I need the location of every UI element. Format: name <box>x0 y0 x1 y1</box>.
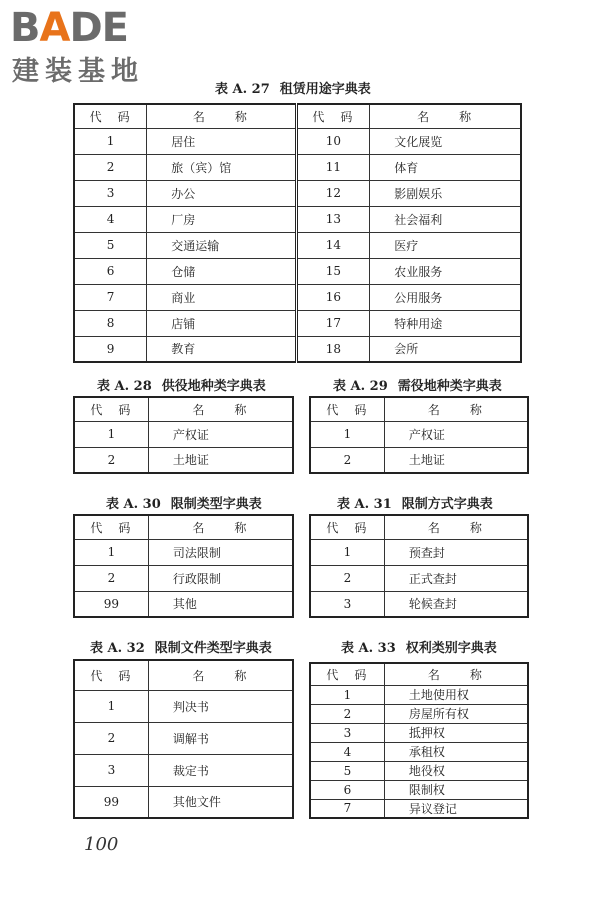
code-cell: 1 <box>74 539 148 565</box>
code-cell: 1 <box>74 421 148 447</box>
table-row <box>310 761 528 780</box>
name-cell: 医疗 <box>370 232 521 258</box>
table-a28-caption <box>97 375 266 394</box>
table-title: 限制方式字典表 <box>401 497 493 512</box>
table-row <box>310 742 528 761</box>
code-cell: 2 <box>310 565 384 591</box>
table-row <box>74 565 293 591</box>
table-row <box>74 232 521 258</box>
name-cell: 土地使用权 <box>384 685 528 704</box>
name-cell: 特种用途 <box>370 310 521 336</box>
code-cell: 2 <box>74 447 148 473</box>
table-row <box>74 336 521 362</box>
table-a31-caption <box>337 493 493 512</box>
code-cell: 4 <box>310 742 384 761</box>
header-code: 代 码 <box>74 397 148 421</box>
table-row <box>74 128 521 154</box>
name-cell: 调解书 <box>148 722 293 754</box>
table-a30-caption <box>106 493 262 512</box>
table-number: 表 A. 32 <box>90 641 145 656</box>
code-cell: 1 <box>310 421 384 447</box>
table-title: 需役地种类字典表 <box>397 379 502 394</box>
table-title: 供役地种类字典表 <box>161 379 266 394</box>
name-cell: 地役权 <box>384 761 528 780</box>
name-cell: 店铺 <box>147 310 296 336</box>
code-cell: 2 <box>310 704 384 723</box>
table-number: 表 A. 33 <box>341 641 396 656</box>
table-a29 <box>309 396 529 474</box>
header-code: 代 码 <box>296 104 370 128</box>
code-cell: 4 <box>74 206 147 232</box>
header-code: 代 码 <box>74 660 148 690</box>
table-title: 限制类型字典表 <box>170 497 262 512</box>
page-number: 100 <box>84 834 119 855</box>
table-row <box>74 284 521 310</box>
header-name: 名 称 <box>148 397 293 421</box>
name-cell: 产权证 <box>384 421 528 447</box>
name-cell: 裁定书 <box>148 754 293 786</box>
name-cell: 居住 <box>147 128 296 154</box>
table-number: 表 A. 27 <box>215 82 270 97</box>
code-cell: 2 <box>74 565 148 591</box>
name-cell: 商业 <box>147 284 296 310</box>
table-row <box>74 310 521 336</box>
code-cell: 99 <box>74 591 148 617</box>
table-row <box>310 447 528 473</box>
table-row <box>74 258 521 284</box>
name-cell: 仓储 <box>147 258 296 284</box>
code-cell: 7 <box>310 799 384 818</box>
name-cell: 土地证 <box>384 447 528 473</box>
table-row <box>74 154 521 180</box>
table-row <box>310 685 528 704</box>
code-cell: 3 <box>310 591 384 617</box>
name-cell: 其他 <box>148 591 293 617</box>
table-row <box>74 421 293 447</box>
name-cell: 房屋所有权 <box>384 704 528 723</box>
table-title: 租赁用途字典表 <box>279 82 371 97</box>
code-cell: 11 <box>296 154 370 180</box>
name-cell: 社会福利 <box>370 206 521 232</box>
logo-subtitle: 建装基地 <box>12 56 144 87</box>
name-cell: 旅（宾）馆 <box>147 154 296 180</box>
table-a29-caption <box>333 375 502 394</box>
table-a32 <box>73 659 294 819</box>
code-cell: 1 <box>74 128 147 154</box>
table-number: 表 A. 29 <box>333 379 388 394</box>
table-number: 表 A. 31 <box>337 497 392 512</box>
code-cell: 6 <box>310 780 384 799</box>
name-cell: 抵押权 <box>384 723 528 742</box>
table-a31 <box>309 514 529 618</box>
header-name: 名 称 <box>384 663 528 685</box>
name-cell: 异议登记 <box>384 799 528 818</box>
name-cell: 正式查封 <box>384 565 528 591</box>
table-row <box>310 421 528 447</box>
table-title: 限制文件类型字典表 <box>154 641 272 656</box>
table-row <box>74 180 521 206</box>
code-cell: 99 <box>74 786 148 818</box>
table-number: 表 A. 28 <box>97 379 152 394</box>
table-row <box>74 539 293 565</box>
code-cell: 5 <box>310 761 384 780</box>
table-row <box>310 565 528 591</box>
table-row <box>74 690 293 722</box>
code-cell: 15 <box>296 258 370 284</box>
table-number: 表 A. 30 <box>106 497 161 512</box>
header-name: 名 称 <box>384 397 528 421</box>
code-cell: 17 <box>296 310 370 336</box>
table-row <box>74 722 293 754</box>
name-cell: 会所 <box>370 336 521 362</box>
table-row <box>74 206 521 232</box>
name-cell: 土地证 <box>148 447 293 473</box>
name-cell: 承租权 <box>384 742 528 761</box>
code-cell: 5 <box>74 232 147 258</box>
table-row <box>310 704 528 723</box>
table-a30 <box>73 514 294 618</box>
header-name: 名 称 <box>384 515 528 539</box>
header-code: 代 码 <box>310 515 384 539</box>
name-cell: 其他文件 <box>148 786 293 818</box>
name-cell: 限制权 <box>384 780 528 799</box>
header-code: 代 码 <box>74 515 148 539</box>
code-cell: 10 <box>296 128 370 154</box>
name-cell: 厂房 <box>147 206 296 232</box>
table-a32-caption <box>90 637 272 656</box>
table-row <box>310 539 528 565</box>
table-row <box>310 591 528 617</box>
table-row <box>74 754 293 786</box>
code-cell: 7 <box>74 284 147 310</box>
code-cell: 12 <box>296 180 370 206</box>
table-a27-caption <box>215 78 371 97</box>
code-cell: 16 <box>296 284 370 310</box>
table-a27 <box>73 103 522 363</box>
table-a33 <box>309 662 529 819</box>
name-cell: 轮候查封 <box>384 591 528 617</box>
header-code: 代 码 <box>74 104 147 128</box>
header-code: 代 码 <box>310 397 384 421</box>
table-row <box>310 723 528 742</box>
logo-brand-text: BADE <box>10 5 128 51</box>
code-cell: 1 <box>74 690 148 722</box>
table-row <box>310 780 528 799</box>
table-row <box>74 786 293 818</box>
code-cell: 6 <box>74 258 147 284</box>
bade-logo <box>10 6 180 86</box>
code-cell: 9 <box>74 336 147 362</box>
header-name: 名 称 <box>147 104 296 128</box>
code-cell: 14 <box>296 232 370 258</box>
code-cell: 1 <box>310 685 384 704</box>
name-cell: 判决书 <box>148 690 293 722</box>
code-cell: 3 <box>74 180 147 206</box>
name-cell: 公用服务 <box>370 284 521 310</box>
code-cell: 18 <box>296 336 370 362</box>
header-name: 名 称 <box>148 515 293 539</box>
code-cell: 3 <box>310 723 384 742</box>
header-name: 名 称 <box>148 660 293 690</box>
header-code: 代 码 <box>310 663 384 685</box>
code-cell: 1 <box>310 539 384 565</box>
table-a33-caption <box>341 637 497 656</box>
name-cell: 预查封 <box>384 539 528 565</box>
table-title: 权利类别字典表 <box>405 641 497 656</box>
code-cell: 2 <box>74 154 147 180</box>
name-cell: 文化展览 <box>370 128 521 154</box>
name-cell: 农业服务 <box>370 258 521 284</box>
code-cell: 8 <box>74 310 147 336</box>
name-cell: 办公 <box>147 180 296 206</box>
table-row <box>74 591 293 617</box>
table-a28 <box>73 396 294 474</box>
code-cell: 2 <box>74 722 148 754</box>
code-cell: 3 <box>74 754 148 786</box>
name-cell: 教育 <box>147 336 296 362</box>
name-cell: 体育 <box>370 154 521 180</box>
name-cell: 影剧娱乐 <box>370 180 521 206</box>
name-cell: 产权证 <box>148 421 293 447</box>
table-row <box>74 447 293 473</box>
code-cell: 13 <box>296 206 370 232</box>
name-cell: 行政限制 <box>148 565 293 591</box>
name-cell: 交通运输 <box>147 232 296 258</box>
table-row <box>310 799 528 818</box>
name-cell: 司法限制 <box>148 539 293 565</box>
code-cell: 2 <box>310 447 384 473</box>
header-name: 名 称 <box>370 104 521 128</box>
